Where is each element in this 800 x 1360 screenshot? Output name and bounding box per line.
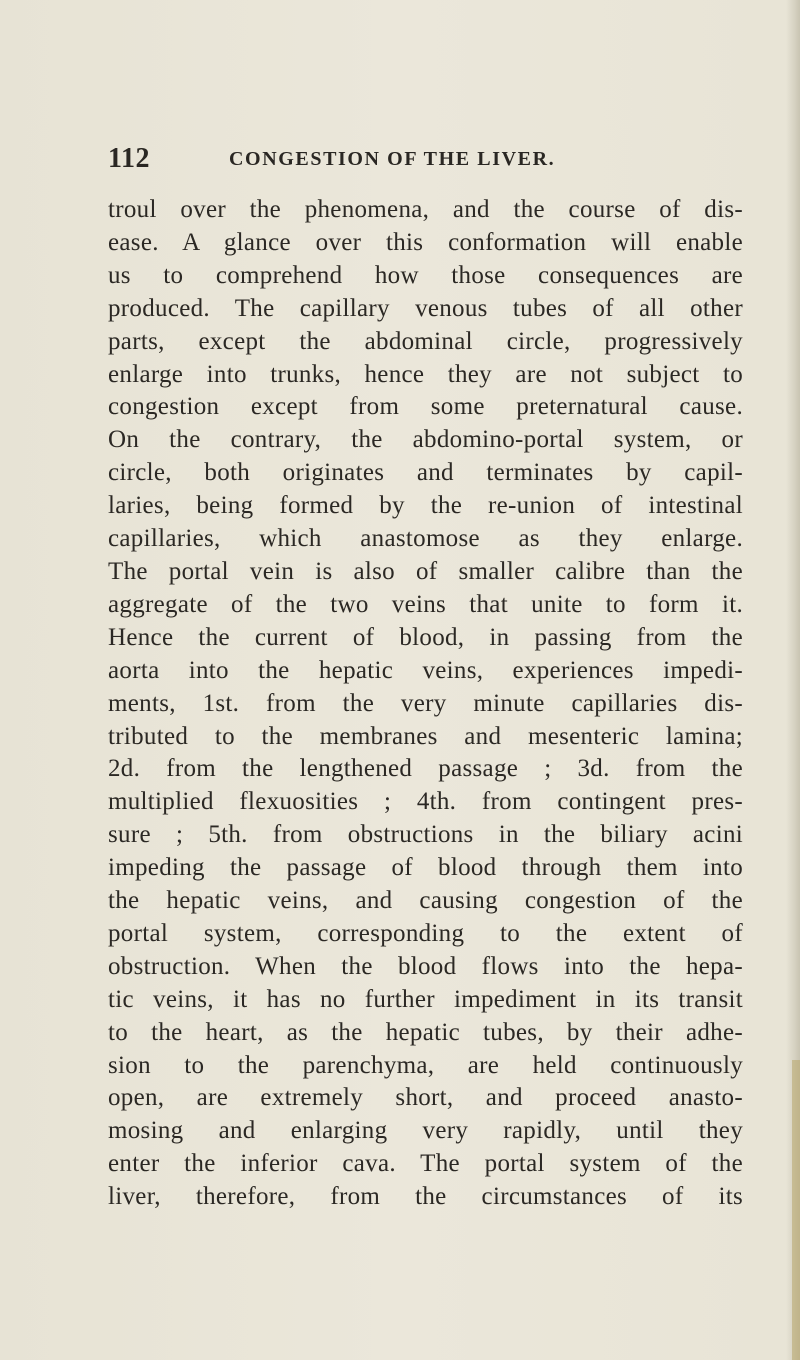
text-line: capillaries, which anastomose as they enlarge. — [108, 525, 743, 553]
text-line: enter the inferior cava. The portal system of the — [108, 1150, 743, 1178]
text-line: to the heart, as the hepatic tubes, by their adhe- — [108, 1018, 743, 1046]
text-line: sion to the parenchyma, are held continuously — [108, 1051, 743, 1079]
text-line: enlarge into trunks, hence they are not subject to — [108, 360, 743, 388]
text-line: us to comprehend how those consequences are — [108, 261, 743, 289]
page-number: 112 — [108, 143, 150, 174]
text-line: produced. The capillary venous tubes of all other — [108, 294, 743, 322]
text-line: portal system, corresponding to the extent of — [108, 919, 743, 947]
text-line: the hepatic veins, and causing congestion of the — [108, 887, 743, 915]
text-line: aorta into the hepatic veins, experiences impedi- — [108, 656, 743, 684]
text-line: On the contrary, the abdomino-portal system, or — [108, 426, 743, 454]
text-line: liver, therefore, from the circumstances of its — [108, 1183, 743, 1211]
text-line: multiplied flexuosities ; 4th. from contingent pres- — [108, 788, 743, 816]
text-line: obstruction. When the blood flows into the hepa- — [108, 952, 743, 980]
text-line: open, are extremely short, and proceed anasto- — [108, 1084, 743, 1112]
text-line: Hence the current of blood, in passing from the — [108, 623, 743, 651]
text-line: parts, except the abdominal circle, progressively — [108, 327, 743, 355]
text-line: The portal vein is also of smaller calibre than the — [108, 557, 743, 585]
body-text — [108, 194, 743, 1214]
text-line: tributed to the membranes and mesenteric lamina; — [108, 722, 743, 750]
text-line: ments, 1st. from the very minute capillaries dis- — [108, 689, 743, 717]
text-line: impeding the passage of blood through them into — [108, 854, 743, 882]
text-line: circle, both originates and terminates by capil- — [108, 459, 743, 487]
text-line: mosing and enlarging very rapidly, until they — [108, 1117, 743, 1145]
page-edge-discoloration — [792, 1060, 800, 1360]
text-line: laries, being formed by the re-union of intestinal — [108, 492, 743, 520]
running-head: CONGESTION OF THE LIVER. — [229, 148, 556, 170]
text-line: aggregate of the two veins that unite to form it. — [108, 590, 743, 618]
page-header — [108, 143, 748, 179]
text-line: congestion except from some preternatural cause. — [108, 393, 743, 421]
text-line: sure ; 5th. from obstructions in the biliary acini — [108, 821, 743, 849]
text-line: troul over the phenomena, and the course of dis- — [108, 196, 743, 223]
text-line: 2d. from the lengthened passage ; 3d. from the — [108, 755, 743, 783]
text-line: ease. A glance over this conformation will enable — [108, 228, 743, 256]
text-line: tic veins, it has no further impediment in its transit — [108, 985, 743, 1013]
